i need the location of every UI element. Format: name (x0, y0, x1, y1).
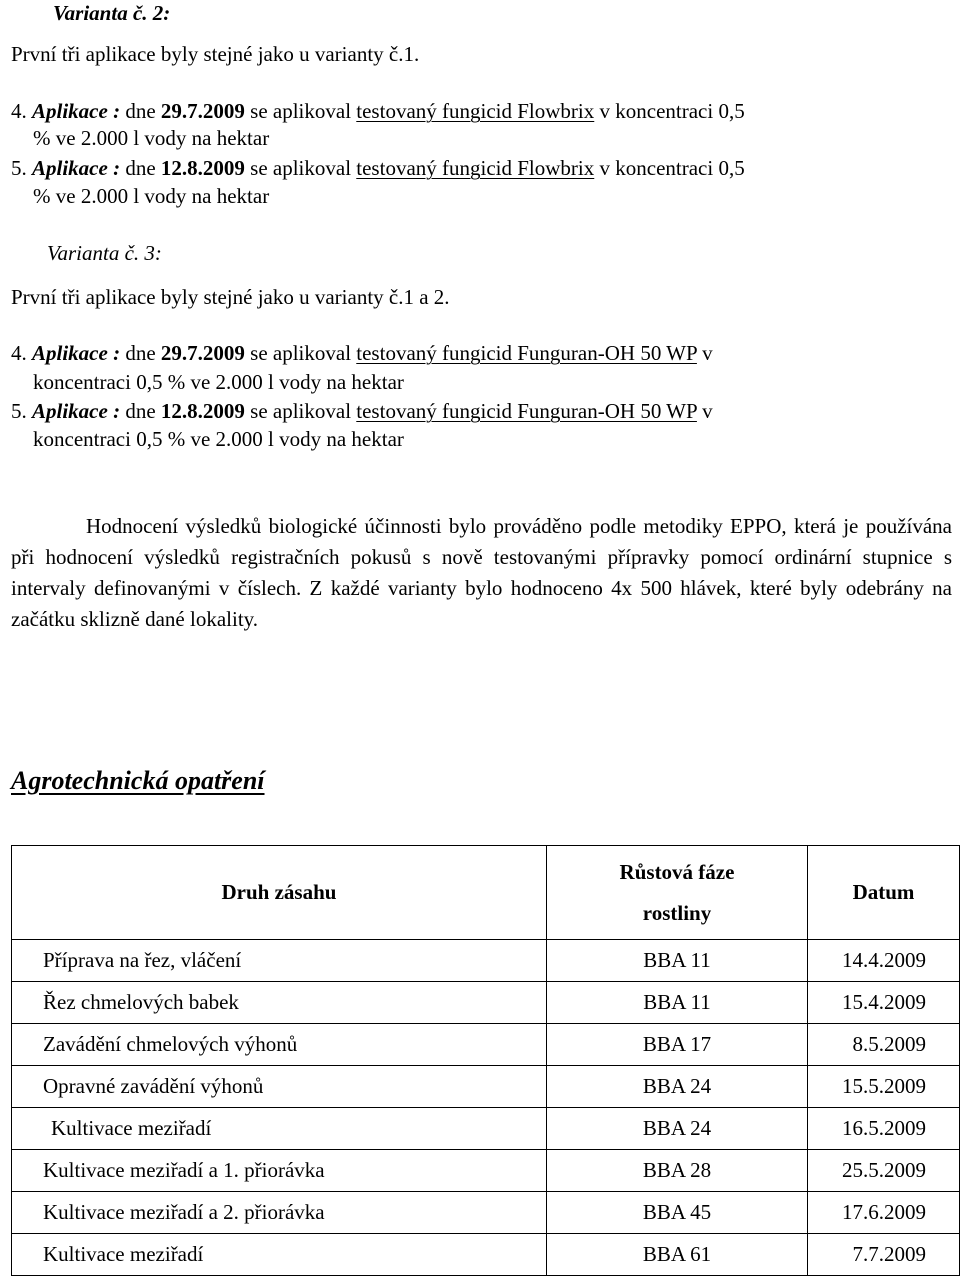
cell-operation: Kultivace meziřadí (12, 1234, 547, 1276)
app-pre: se aplikoval (250, 341, 352, 365)
cell-date: 15.4.2009 (808, 982, 960, 1024)
cell-date: 8.5.2009 (808, 1024, 960, 1066)
cell-date: 15.5.2009 (808, 1066, 960, 1108)
table-row (12, 1108, 960, 1150)
variant-3-title: Varianta č. 3: (47, 241, 162, 265)
app-dne: dne (125, 156, 156, 180)
header-growth-stage (547, 846, 808, 940)
table-row (12, 1150, 960, 1192)
app-date: 29.7.2009 (160, 341, 245, 365)
table-row (12, 1234, 960, 1276)
cell-stage: BBA 24 (547, 1066, 808, 1108)
variant-3-application-5 (11, 401, 713, 422)
app-number: 4. (11, 341, 27, 365)
header-operation: Druh zásahu (12, 846, 547, 940)
table-row (12, 1024, 960, 1066)
app-post: v (702, 399, 713, 423)
cell-date: 14.4.2009 (808, 940, 960, 982)
app-number: 5. (11, 156, 27, 180)
app-label: Aplikace : (32, 156, 121, 180)
app-label: Aplikace : (32, 341, 121, 365)
app-date: 12.8.2009 (160, 399, 245, 423)
app-date: 12.8.2009 (160, 156, 245, 180)
app-fungicide: testovaný fungicid Flowbrix (356, 99, 595, 123)
table-header-row (12, 846, 960, 940)
variant-3-application-5-cont: koncentraci 0,5 % ve 2.000 l vody na hektar (33, 427, 404, 451)
cell-operation: Příprava na řez, vláčení (12, 940, 547, 982)
table-row (12, 940, 960, 982)
app-dne: dne (125, 399, 156, 423)
variant-2-application-5 (11, 158, 745, 179)
app-post: v koncentraci 0,5 (599, 99, 745, 123)
cell-operation: Kultivace meziřadí (12, 1108, 547, 1150)
header-date: Datum (808, 846, 960, 940)
evaluation-paragraph: Hodnocení výsledků biologické účinnosti bylo prováděno podle metodiky EPPO, která je používána při hodnocení výsledků registračních pokusů s nově testovanými přípravky pomocí ordinární stupnice s intervaly definovanými v číslech. Z každé varianty bylo hodnoceno 4x 500 hlávek, které byly odebrány na začátku sklizně dané lokality. (11, 514, 952, 631)
cell-date: 7.7.2009 (808, 1234, 960, 1276)
table-row (12, 982, 960, 1024)
cell-stage: BBA 17 (547, 1024, 808, 1066)
variant-3-application-4 (11, 343, 713, 364)
table-row (12, 1066, 960, 1108)
app-dne: dne (125, 341, 156, 365)
cell-date: 16.5.2009 (808, 1108, 960, 1150)
cell-stage: BBA 24 (547, 1108, 808, 1150)
app-date: 29.7.2009 (160, 99, 245, 123)
cell-operation: Řez chmelových babek (12, 982, 547, 1024)
variant-2-title: Varianta č. 2: (53, 1, 171, 25)
app-pre: se aplikoval (250, 399, 352, 423)
variant-3-intro: První tři aplikace byly stejné jako u varianty č.1 a 2. (11, 285, 450, 309)
app-label: Aplikace : (32, 399, 121, 423)
app-number: 5. (11, 399, 27, 423)
app-number: 4. (11, 99, 27, 123)
app-dne: dne (125, 99, 156, 123)
app-fungicide: testovaný fungicid Flowbrix (356, 156, 595, 180)
cell-stage: BBA 61 (547, 1234, 808, 1276)
variant-2-application-4 (11, 101, 745, 122)
app-pre: se aplikoval (250, 99, 352, 123)
cell-date: 17.6.2009 (808, 1192, 960, 1234)
app-label: Aplikace : (32, 99, 121, 123)
app-fungicide: testovaný fungicid Funguran-OH 50 WP (356, 341, 697, 365)
header-growth-stage-line2: rostliny (642, 900, 712, 925)
app-pre: se aplikoval (250, 156, 352, 180)
variant-2-application-5-cont: % ve 2.000 l vody na hektar (33, 184, 270, 208)
cell-date: 25.5.2009 (808, 1150, 960, 1192)
cell-stage: BBA 11 (547, 940, 808, 982)
cell-operation: Kultivace meziřadí a 1. přiorávka (12, 1150, 547, 1192)
variant-3-application-4-cont: koncentraci 0,5 % ve 2.000 l vody na hektar (33, 370, 404, 394)
cell-operation: Zavádění chmelových výhonů (12, 1024, 547, 1066)
cell-operation: Opravné zavádění výhonů (12, 1066, 547, 1108)
cell-operation: Kultivace meziřadí a 2. přiorávka (12, 1192, 547, 1234)
variant-2-intro: První tři aplikace byly stejné jako u varianty č.1. (11, 42, 420, 66)
agrotechnical-table (11, 845, 960, 1276)
app-post: v (702, 341, 713, 365)
cell-stage: BBA 28 (547, 1150, 808, 1192)
cell-stage: BBA 45 (547, 1192, 808, 1234)
table-row (12, 1192, 960, 1234)
app-post: v koncentraci 0,5 (599, 156, 745, 180)
section-title: Agrotechnická opatření (11, 766, 265, 795)
app-fungicide: testovaný fungicid Funguran-OH 50 WP (356, 399, 697, 423)
cell-stage: BBA 11 (547, 982, 808, 1024)
header-growth-stage-line1: Růstová fáze (619, 859, 735, 884)
variant-2-application-4-cont: % ve 2.000 l vody na hektar (33, 126, 270, 150)
